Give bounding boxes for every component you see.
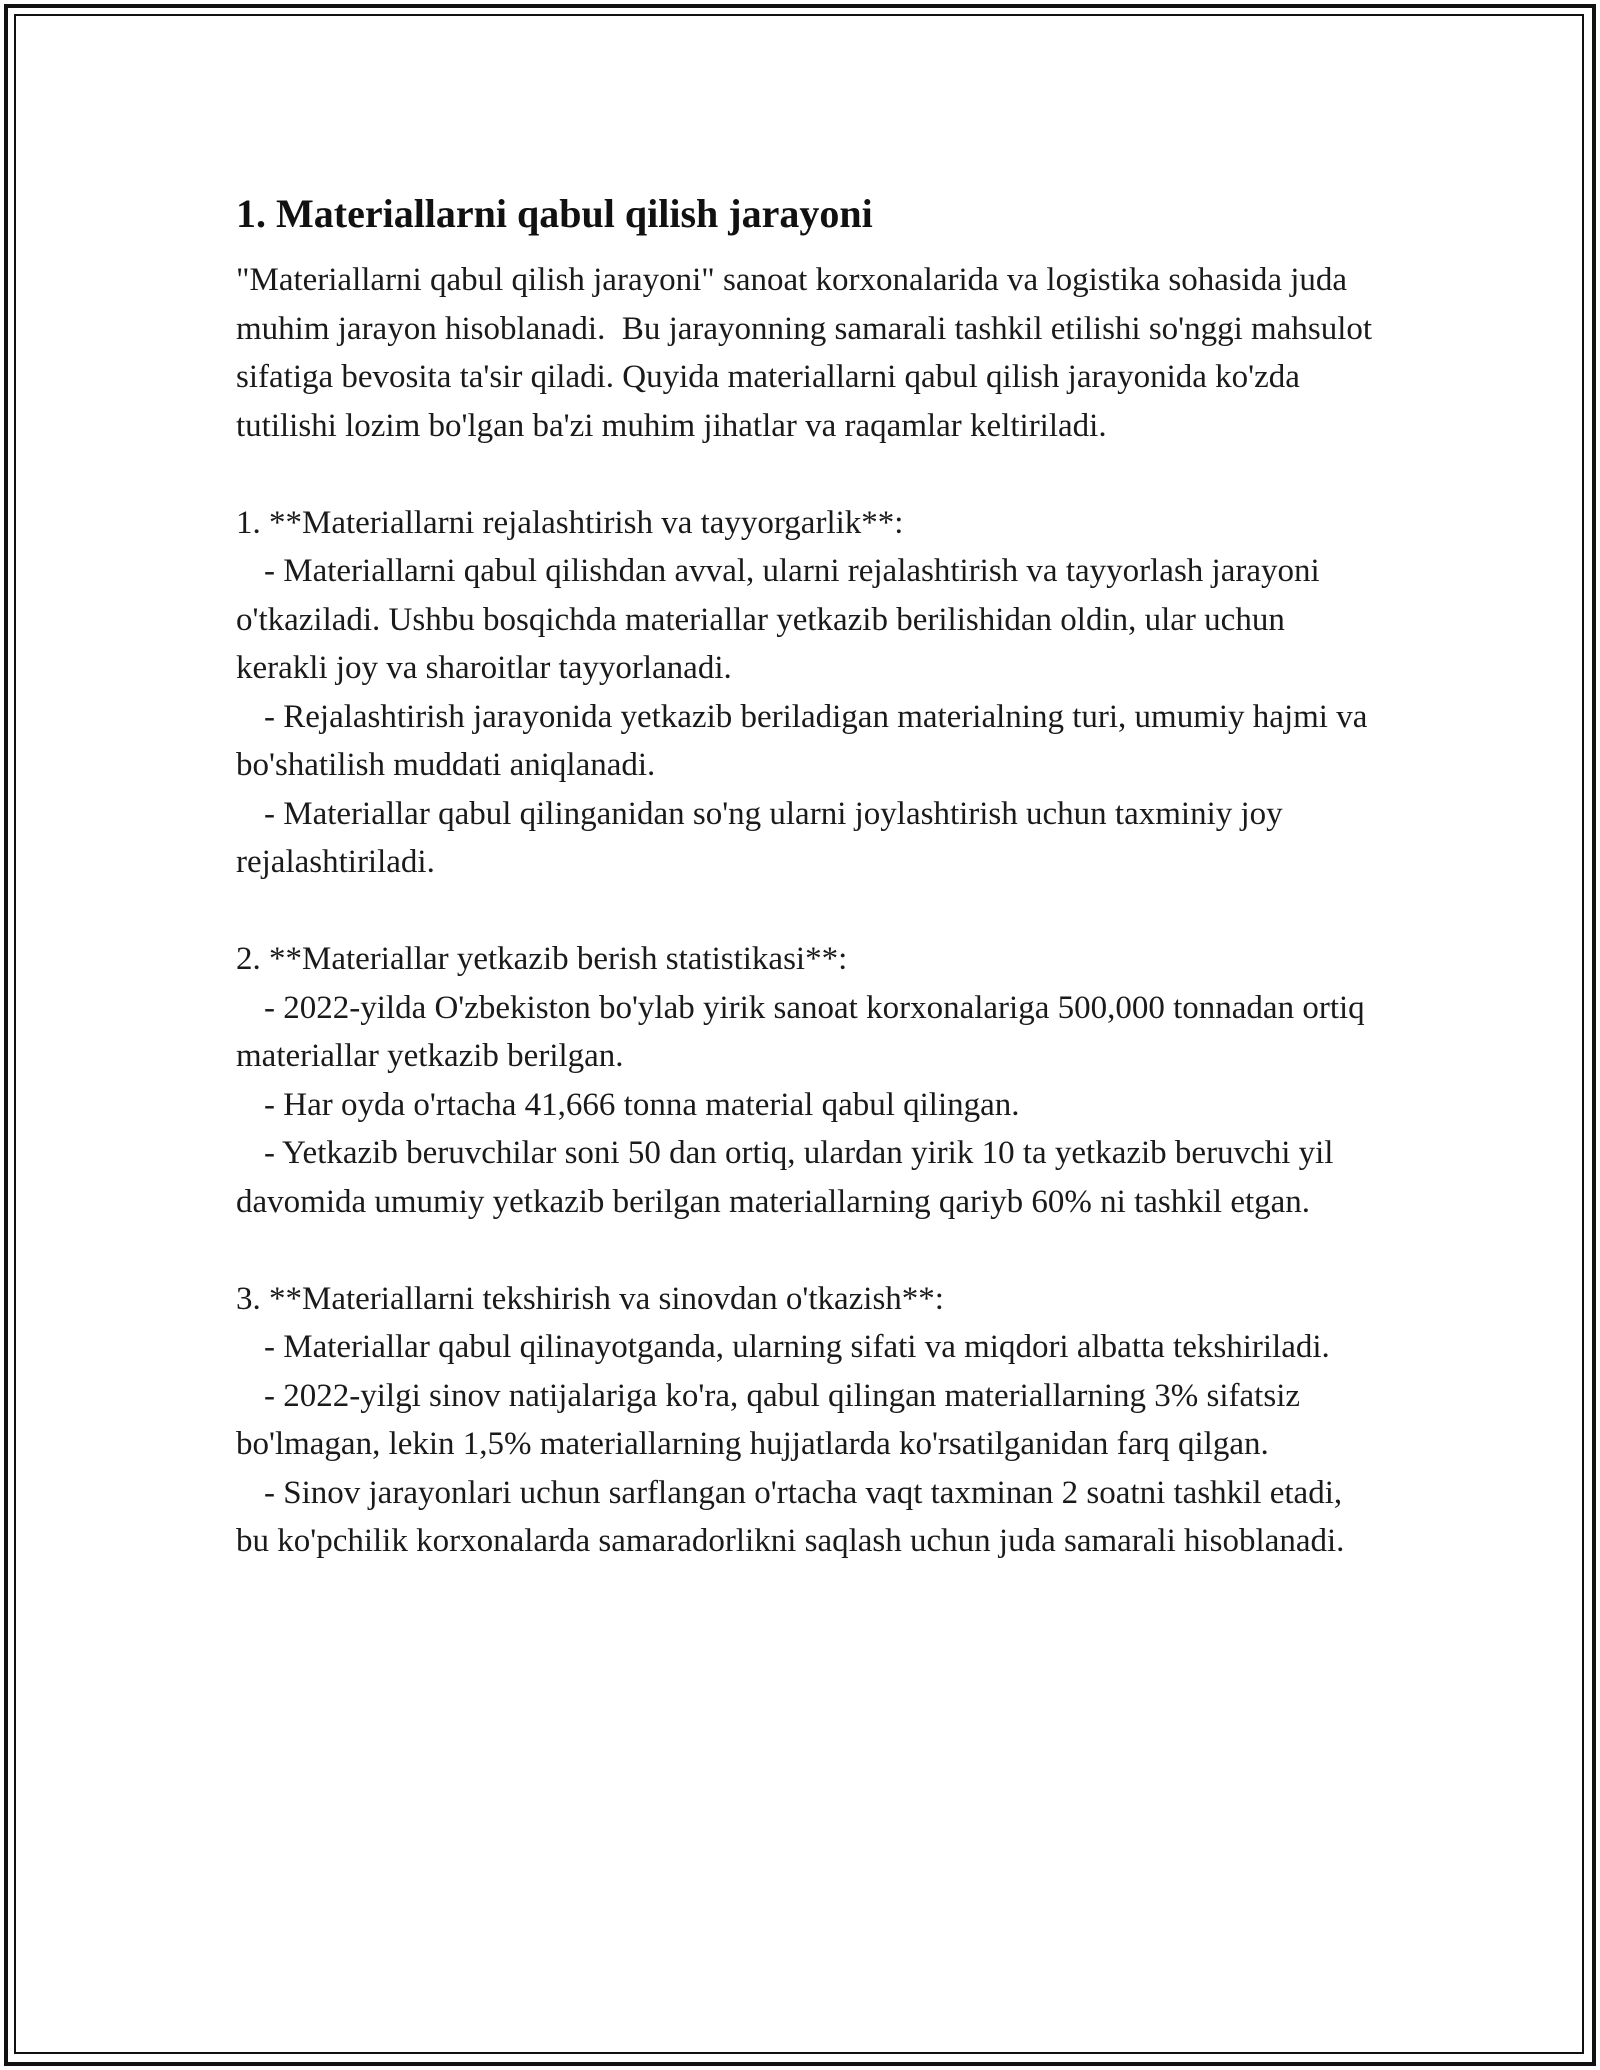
spacer [236,887,1376,936]
list-item: - Materiallarni qabul qilishdan avval, ularni rejalashtirish va tayyorlash jarayoni o'tkaziladi. Ushbu bosqichda materiallar yetkazib berilishidan oldin, ular uchun kerakli joy va sharoitlar tayyorlanadi. [236,553,1320,686]
section-1 [236,499,1376,887]
document-body [236,186,1381,1566]
list-item: - Yetkazib beruvchilar soni 50 dan ortiq, ulardan yirik 10 ta yetkazib beruvchi yil davomida umumiy yetkazib berilgan materiallarning qariyb 60% ni tashkil etgan. [236,1135,1334,1220]
intro-paragraph: "Materiallarni qabul qilish jarayoni" sanoat korxonalarida va logistika sohasida juda muhim jarayon hisoblanadi. Bu jarayonning samarali tashkil etilishi so'nggi mahsulot sifatiga bevosita ta'sir qiladi. Quyida materiallarni qabul qilish jarayonida ko'zda tutilishi lozim bo'lgan ba'zi muhim jihatlar va raqamlar keltiriladi. [236,262,1381,444]
list-item: - Materiallar qabul qilinayotganda, ularning sifati va miqdori albatta tekshiriladi. [264,1329,1330,1365]
list-item: - Materiallar qabul qilinganidan so'ng ularni joylashtirish uchun taxminiy joy rejalashtiriladi. [236,795,1283,880]
list-item: - Rejalashtirish jarayonida yetkazib beriladigan materialning turi, umumiy hajmi va bo'shatilish muddati aniqlanadi. [236,698,1368,783]
list-item: - Sinov jarayonlari uchun sarflangan o'rtacha vaqt taxminan 2 soatni tashkil etadi, bu ko'pchilik korxonalarda samaradorlikni saqlash uchun juda samarali hisoblanadi. [236,1474,1345,1559]
section-2 [236,935,1376,1226]
list-item: - 2022-yilda O'zbekiston bo'ylab yirik sanoat korxonalariga 500,000 tonnadan ortiq materiallar yetkazib berilgan. [236,989,1365,1074]
section-heading: 1. **Materiallarni rejalashtirish va tayyorgarlik**: [236,504,904,541]
spacer [236,450,1376,499]
section-heading: 3. **Materiallarni tekshirish va sinovdan o'tkazish**: [236,1280,944,1317]
section-3 [236,1275,1376,1566]
list-item: - Har oyda o'rtacha 41,666 tonna material qabul qilingan. [264,1086,1020,1123]
spacer [236,1226,1376,1275]
document-title: 1. Materiallarni qabul qilish jarayoni [236,191,873,236]
section-heading: 2. **Materiallar yetkazib berish statistikasi**: [236,941,848,977]
list-item: - 2022-yilgi sinov natijalariga ko'ra, qabul qilingan materiallarning 3% sifatsiz bo'lmagan, lekin 1,5% materiallarning hujjatlarda ko'rsatilganidan farq qilgan. [236,1377,1301,1462]
